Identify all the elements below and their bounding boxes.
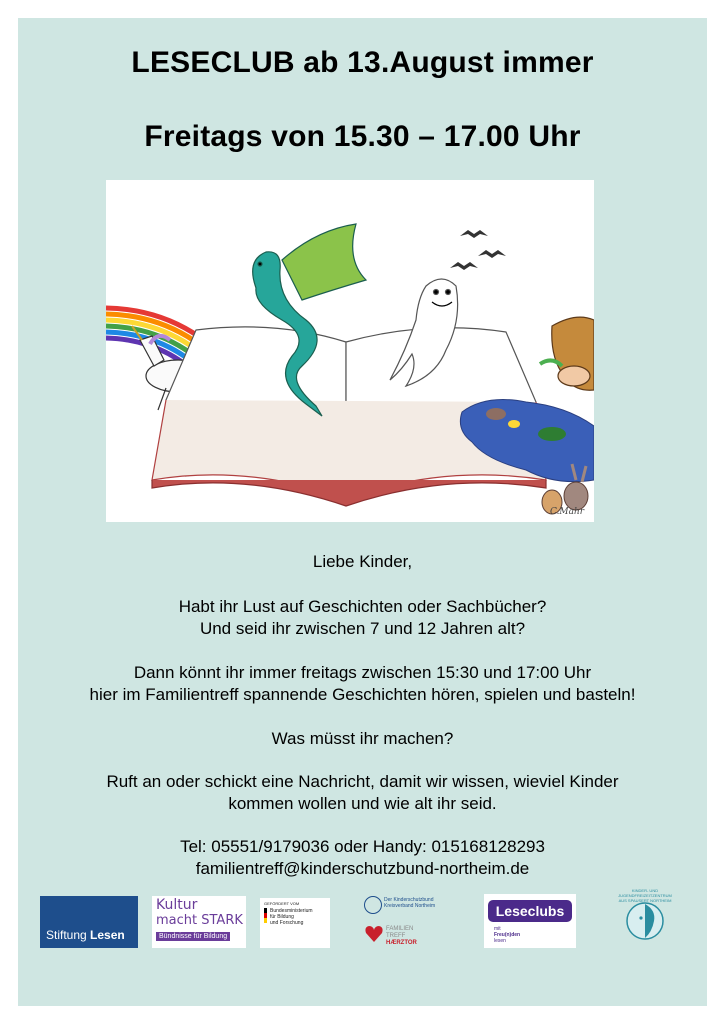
kultur-line-3: Bündnisse für Bildung <box>156 932 230 941</box>
leseclubs-small-1: mit <box>494 926 501 932</box>
stiftung-word: Stiftung <box>46 928 87 942</box>
stiftung-lesen-logo <box>40 896 138 948</box>
bats <box>450 230 506 270</box>
ksb-line-3: FAMILIEN <box>386 926 414 932</box>
bmbf-line-2: für Bildung <box>270 914 294 920</box>
book-illustration <box>106 180 594 522</box>
leseclubs-title: Leseclubs <box>488 900 572 922</box>
kultur-line-2: macht STARK <box>156 913 243 928</box>
todo-line-1: Ruft an oder schickt eine Nachricht, damit wir wissen, wieviel Kinder <box>106 772 619 791</box>
contact-phone: Tel: 05551/9179036 oder Handy: 015168128293 <box>180 837 545 856</box>
bmbf-line-1: Bundesministerium <box>270 908 313 914</box>
question-line-2: Und seid ihr zwischen 7 und 12 Jahren alt? <box>199 619 526 638</box>
leseclubs-small-2: Freu(n)den <box>494 932 521 938</box>
todo-line-2: kommen wollen und wie alt ihr seid. <box>228 794 497 813</box>
contact-email[interactable]: familientreff@kinderschutzbund-northeim.de <box>195 859 530 878</box>
ksb-line-5: HÆRZTOR <box>386 940 417 946</box>
kinderschutzbund-icon <box>364 896 382 914</box>
leseclubs-small-3: lesen <box>494 938 506 944</box>
headline-line-2: Freitags von 15.30 – 17.00 Uhr <box>144 120 581 153</box>
bmbf-line-3: und Forschung <box>270 920 304 926</box>
artist-signature: C.Mahr <box>550 507 585 517</box>
question-line-1: Habt ihr Lust auf Geschichten oder Sachbücher? <box>178 597 547 616</box>
ksb-line-2: Kreisverband Northeim <box>384 903 436 909</box>
greeting: Liebe Kinder, <box>312 552 413 571</box>
flag-gold <box>264 918 267 923</box>
invite-line-2: hier im Familientreff spannende Geschichten hören, spielen und basteln! <box>89 685 636 704</box>
bmbf-small: GEFÖRDERT VOM <box>264 901 300 906</box>
cow <box>540 317 594 390</box>
jugendzentrum-logo <box>614 890 676 952</box>
kultur-line-1: Kultur <box>156 897 198 913</box>
ksb-line-4: TREFF <box>386 933 406 939</box>
invite-line-1: Dann könnt ihr immer freitags zwischen 15:30 und 17:00 Uhr <box>133 663 592 682</box>
lesen-word: Lesen <box>90 928 125 942</box>
poster <box>18 18 707 1006</box>
leseclubs-logo <box>484 894 576 948</box>
kultur-macht-stark-logo <box>152 896 246 948</box>
ksb-line-1: Der Kinderschutzbund <box>384 897 434 903</box>
todo-heading: Was müsst ihr machen? <box>271 729 454 748</box>
bmbf-logo <box>260 898 330 948</box>
headline-line-1: LESECLUB ab 13.August immer <box>131 46 594 79</box>
book-drawing <box>106 180 594 522</box>
jugendzentrum-text: KINDER- UND JUGENDFREIZEITZENTRUM AUS SPAUSERT NORTHEIM <box>618 888 672 903</box>
kinderschutzbund-logo <box>362 894 454 950</box>
heart-icon <box>364 924 384 944</box>
